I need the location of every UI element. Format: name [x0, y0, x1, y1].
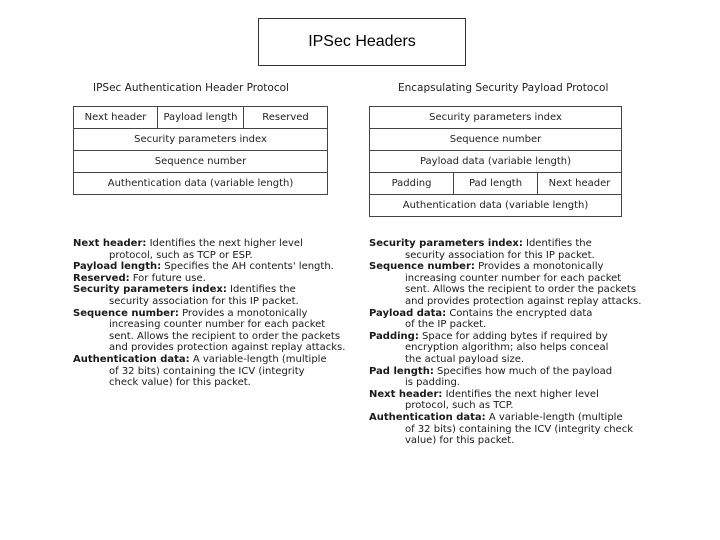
desc-text: protocol, such as TCP or ESP.	[109, 249, 253, 261]
esp-field-spi: Security parameters index	[370, 107, 622, 129]
desc-text: Provides a monotonically	[474, 261, 604, 273]
esp-field-descriptions	[369, 238, 659, 447]
esp-row-5	[370, 195, 622, 217]
ah-desc-sequence-number	[73, 308, 363, 354]
esp-field-sequence-number: Sequence number	[370, 129, 622, 151]
desc-text: security association for this IP packet.	[405, 249, 595, 261]
desc-text: sent. Allows the recipient to order the packets	[109, 330, 341, 342]
desc-text: Specifies how much of the payload	[433, 365, 613, 377]
desc-text: encryption algorithm; also helps conceal	[405, 342, 609, 354]
ah-field-sequence-number: Sequence number	[74, 151, 328, 173]
ah-row-3	[74, 151, 328, 173]
desc-term: Authentication data:	[73, 353, 190, 365]
esp-header-table	[369, 106, 622, 217]
desc-term: Padding:	[369, 330, 419, 342]
desc-text: value) for this packet.	[405, 435, 515, 447]
ah-protocol-title: IPSec Authentication Header Protocol	[93, 82, 289, 94]
esp-field-authentication-data: Authentication data (variable length)	[370, 195, 622, 217]
ah-desc-reserved	[73, 273, 363, 285]
esp-field-pad-length: Pad length	[454, 173, 538, 195]
ah-row-4	[74, 173, 328, 195]
ah-field-reserved: Reserved	[244, 107, 328, 129]
desc-term: Sequence number:	[73, 307, 179, 319]
ah-desc-payload-length	[73, 261, 363, 273]
desc-term: Security parameters index:	[369, 238, 523, 249]
esp-row-2	[370, 129, 622, 151]
desc-text: check value) for this packet.	[109, 377, 251, 389]
desc-term: Next header:	[369, 388, 443, 400]
ah-row-2	[74, 129, 328, 151]
desc-text: Identifies the	[522, 238, 592, 249]
desc-text: Provides a monotonically	[178, 307, 308, 319]
desc-text: security association for this IP packet.	[109, 295, 299, 307]
desc-text: is padding.	[405, 377, 460, 389]
ah-row-1	[74, 107, 328, 129]
esp-desc-payload-data	[369, 308, 659, 331]
ah-field-payload-length: Payload length	[158, 107, 244, 129]
esp-desc-spi	[369, 238, 659, 261]
esp-desc-next-header	[369, 389, 659, 412]
esp-field-next-header: Next header	[538, 173, 622, 195]
ah-field-spi: Security parameters index	[74, 129, 328, 151]
desc-term: Sequence number:	[369, 261, 475, 273]
esp-desc-sequence-number	[369, 261, 659, 307]
esp-desc-padding	[369, 331, 659, 366]
desc-text: Identifies the	[226, 284, 296, 296]
desc-text: Identifies the next higher level	[146, 238, 303, 249]
desc-text: the actual payload size.	[405, 353, 525, 365]
esp-desc-authentication-data	[369, 412, 659, 447]
desc-text: Contains the encrypted data	[446, 307, 593, 319]
ah-desc-next-header	[73, 238, 363, 261]
desc-text: Identifies the next higher level	[442, 388, 599, 400]
desc-text: and provides protection against replay attacks.	[109, 342, 346, 354]
ah-desc-authentication-data	[73, 354, 363, 389]
esp-row-4	[370, 173, 622, 195]
desc-term: Payload data:	[369, 307, 447, 319]
desc-term: Next header:	[73, 238, 147, 249]
ah-field-descriptions	[73, 238, 363, 389]
esp-field-padding: Padding	[370, 173, 454, 195]
desc-text: Specifies the AH contents' length.	[161, 261, 334, 273]
desc-term: Authentication data:	[369, 411, 486, 423]
desc-term: Pad length:	[369, 365, 434, 377]
esp-protocol-title: Encapsulating Security Payload Protocol	[398, 82, 609, 94]
desc-text: sent. Allows the recipient to order the packets	[405, 284, 637, 296]
desc-text: Space for adding bytes if required by	[418, 330, 608, 342]
esp-row-3	[370, 151, 622, 173]
desc-text: of the IP packet.	[405, 319, 487, 331]
desc-text: and provides protection against replay attacks.	[405, 295, 642, 307]
ah-header-table	[73, 106, 328, 195]
ah-field-authentication-data: Authentication data (variable length)	[74, 173, 328, 195]
ah-desc-spi	[73, 284, 363, 307]
desc-text: increasing counter number for each packet	[405, 272, 622, 284]
desc-term: Payload length:	[73, 261, 162, 273]
desc-text: A variable-length (multiple	[189, 353, 327, 365]
ah-field-next-header: Next header	[74, 107, 158, 129]
desc-text: For future use.	[129, 272, 206, 284]
desc-text: A variable-length (multiple	[485, 411, 623, 423]
esp-field-payload-data: Payload data (variable length)	[370, 151, 622, 173]
desc-text: protocol, such as TCP.	[405, 400, 514, 412]
esp-row-1	[370, 107, 622, 129]
diagram-title: IPSec Headers	[258, 18, 466, 66]
desc-text: of 32 bits) containing the ICV (integrity check	[405, 423, 633, 435]
desc-text: increasing counter number for each packet	[109, 319, 326, 331]
esp-desc-pad-length	[369, 366, 659, 389]
desc-term: Security parameters index:	[73, 284, 227, 296]
desc-term: Reserved:	[73, 272, 130, 284]
desc-text: of 32 bits) containing the ICV (integrity	[109, 365, 305, 377]
